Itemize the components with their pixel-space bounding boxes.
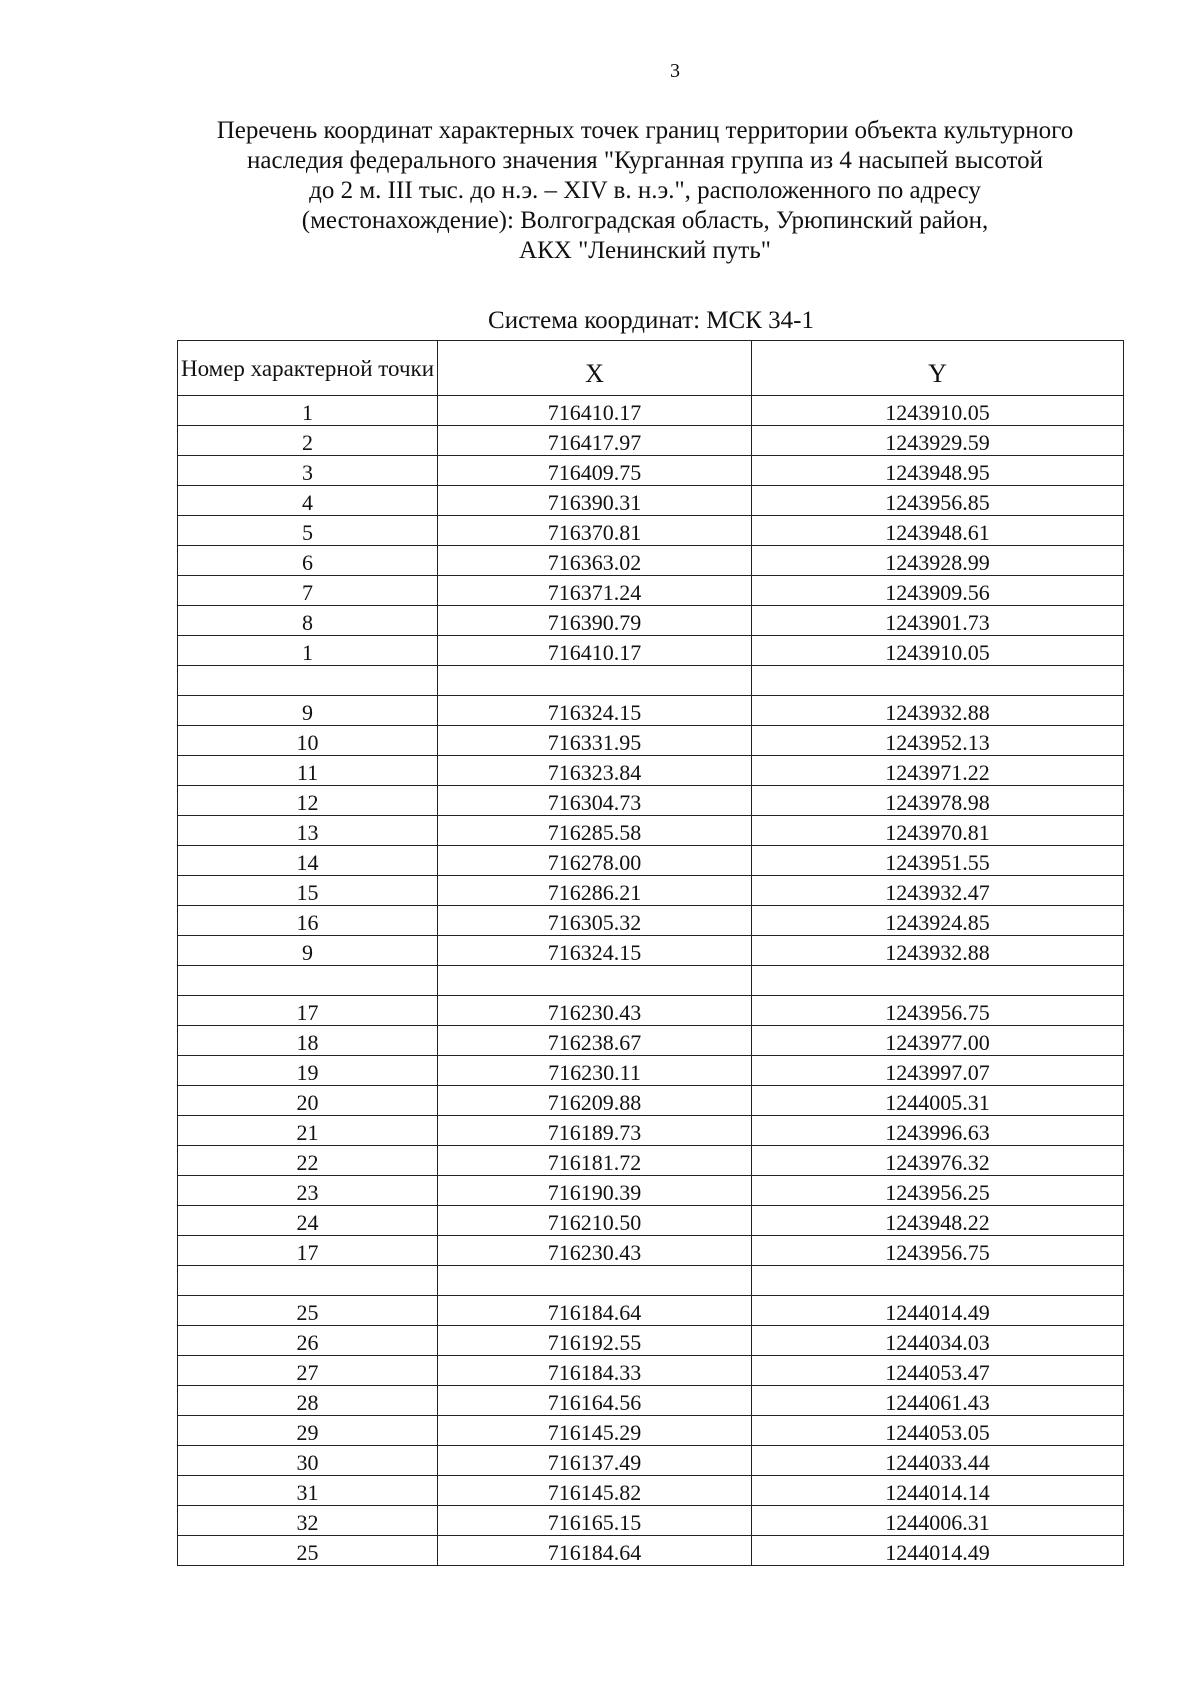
x-cell: 716304.73	[438, 786, 752, 816]
y-cell: 1243956.75	[752, 996, 1124, 1026]
table-row	[178, 786, 1124, 816]
table-row	[178, 636, 1124, 666]
y-cell: 1243901.73	[752, 606, 1124, 636]
y-cell: 1244014.14	[752, 1476, 1124, 1506]
point-number-cell: 9	[178, 936, 438, 966]
point-number-cell: 21	[178, 1116, 438, 1146]
x-cell: 716324.15	[438, 696, 752, 726]
x-cell: 716184.64	[438, 1536, 752, 1566]
page-number: 3	[670, 60, 680, 82]
header-x: X	[438, 341, 752, 396]
y-cell: 1243932.88	[752, 936, 1124, 966]
title-line: (местонахождение): Волгоградская область, Урюпинский район,	[301, 207, 989, 234]
y-cell: 1244005.31	[752, 1086, 1124, 1116]
point-number-cell: 8	[178, 606, 438, 636]
x-cell: 716145.29	[438, 1416, 752, 1446]
table-row	[178, 726, 1124, 756]
y-cell: 1244006.31	[752, 1506, 1124, 1536]
y-cell: 1244014.49	[752, 1536, 1124, 1566]
point-number-cell: 11	[178, 756, 438, 786]
table-row	[178, 936, 1124, 966]
x-cell: 716417.97	[438, 426, 752, 456]
header-point-number: Номер характерной точки	[178, 341, 438, 396]
table-row	[178, 1026, 1124, 1056]
table-row	[178, 876, 1124, 906]
table-row	[178, 666, 1124, 696]
table-row	[178, 486, 1124, 516]
y-cell: 1243971.22	[752, 756, 1124, 786]
x-cell: 716323.84	[438, 756, 752, 786]
x-cell: 716137.49	[438, 1446, 752, 1476]
point-number-cell: 2	[178, 426, 438, 456]
x-cell: 716181.72	[438, 1146, 752, 1176]
x-cell: 716192.55	[438, 1326, 752, 1356]
x-cell: 716390.31	[438, 486, 752, 516]
x-cell: 716184.64	[438, 1296, 752, 1326]
y-cell: 1243924.85	[752, 906, 1124, 936]
x-cell: 716184.33	[438, 1356, 752, 1386]
point-number-cell: 5	[178, 516, 438, 546]
table-row	[178, 1146, 1124, 1176]
x-cell: 716286.21	[438, 876, 752, 906]
x-cell: 716363.02	[438, 546, 752, 576]
y-cell: 1243956.75	[752, 1236, 1124, 1266]
point-number-cell: 27	[178, 1356, 438, 1386]
y-cell: 1244014.49	[752, 1296, 1124, 1326]
y-cell: 1243977.00	[752, 1026, 1124, 1056]
y-cell: 1243956.25	[752, 1176, 1124, 1206]
point-number-cell: 20	[178, 1086, 438, 1116]
y-cell: 1243929.59	[752, 426, 1124, 456]
x-cell: 716238.67	[438, 1026, 752, 1056]
table-row	[178, 1266, 1124, 1296]
x-cell: 716230.43	[438, 996, 752, 1026]
table-row	[178, 966, 1124, 996]
y-cell: 1244034.03	[752, 1326, 1124, 1356]
point-number-cell: 24	[178, 1206, 438, 1236]
title-line: АКХ "Ленинский путь"	[519, 237, 771, 264]
y-cell: 1244053.05	[752, 1416, 1124, 1446]
table-row	[178, 1326, 1124, 1356]
table-row	[178, 1116, 1124, 1146]
point-number-cell: 6	[178, 546, 438, 576]
table-row	[178, 456, 1124, 486]
point-number-cell: 31	[178, 1476, 438, 1506]
table-row	[178, 1296, 1124, 1326]
table-row	[178, 1476, 1124, 1506]
table-header-row	[178, 341, 1124, 396]
table-row	[178, 1386, 1124, 1416]
point-number-cell: 25	[178, 1536, 438, 1566]
table-body	[178, 396, 1124, 1566]
point-number-cell: 9	[178, 696, 438, 726]
table-row	[178, 1086, 1124, 1116]
table-row	[178, 1416, 1124, 1446]
table-row	[178, 996, 1124, 1026]
x-cell: 716371.24	[438, 576, 752, 606]
x-cell: 716410.17	[438, 396, 752, 426]
point-number-cell: 7	[178, 576, 438, 606]
point-number-cell: 12	[178, 786, 438, 816]
title-line: Перечень координат характерных точек границ территории объекта культурного	[216, 117, 1074, 144]
x-cell: 716278.00	[438, 846, 752, 876]
y-cell: 1243909.56	[752, 576, 1124, 606]
x-cell	[438, 666, 752, 696]
y-cell: 1243932.88	[752, 696, 1124, 726]
point-number-cell: 32	[178, 1506, 438, 1536]
table-row	[178, 1206, 1124, 1236]
table-row	[178, 1506, 1124, 1536]
y-cell: 1244061.43	[752, 1386, 1124, 1416]
table-row	[178, 426, 1124, 456]
coordinate-system-label: Система координат: МСК 34-1	[488, 307, 814, 334]
point-number-cell: 4	[178, 486, 438, 516]
point-number-cell: 28	[178, 1386, 438, 1416]
table-row	[178, 1536, 1124, 1566]
x-cell: 716410.17	[438, 636, 752, 666]
table-row	[178, 1356, 1124, 1386]
x-cell: 716210.50	[438, 1206, 752, 1236]
y-cell: 1243910.05	[752, 636, 1124, 666]
point-number-cell: 10	[178, 726, 438, 756]
table-row	[178, 696, 1124, 726]
point-number-cell: 3	[178, 456, 438, 486]
table-row	[178, 516, 1124, 546]
y-cell: 1243948.95	[752, 456, 1124, 486]
table-row	[178, 1236, 1124, 1266]
y-cell: 1243997.07	[752, 1056, 1124, 1086]
table-row	[178, 1176, 1124, 1206]
point-number-cell: 22	[178, 1146, 438, 1176]
point-number-cell: 30	[178, 1446, 438, 1476]
point-number-cell: 14	[178, 846, 438, 876]
point-number-cell: 13	[178, 816, 438, 846]
point-number-cell	[178, 966, 438, 996]
table-row	[178, 576, 1124, 606]
table-row	[178, 546, 1124, 576]
point-number-cell: 1	[178, 636, 438, 666]
x-cell: 716324.15	[438, 936, 752, 966]
table-row	[178, 816, 1124, 846]
point-number-cell: 19	[178, 1056, 438, 1086]
x-cell: 716145.82	[438, 1476, 752, 1506]
x-cell: 716370.81	[438, 516, 752, 546]
point-number-cell	[178, 666, 438, 696]
x-cell: 716285.58	[438, 816, 752, 846]
x-cell: 716189.73	[438, 1116, 752, 1146]
y-cell: 1243948.22	[752, 1206, 1124, 1236]
x-cell: 716165.15	[438, 1506, 752, 1536]
x-cell: 716230.11	[438, 1056, 752, 1086]
y-cell: 1244033.44	[752, 1446, 1124, 1476]
y-cell: 1243932.47	[752, 876, 1124, 906]
header-y: Y	[752, 341, 1124, 396]
x-cell: 716390.79	[438, 606, 752, 636]
x-cell: 716209.88	[438, 1086, 752, 1116]
y-cell: 1244053.47	[752, 1356, 1124, 1386]
x-cell: 716164.56	[438, 1386, 752, 1416]
x-cell: 716409.75	[438, 456, 752, 486]
title-line: наследия федерального значения "Курганная группа из 4 насыпей высотой	[247, 147, 1043, 174]
y-cell: 1243976.32	[752, 1146, 1124, 1176]
point-number-cell: 23	[178, 1176, 438, 1206]
point-number-cell: 29	[178, 1416, 438, 1446]
point-number-cell	[178, 1266, 438, 1296]
y-cell: 1243996.63	[752, 1116, 1124, 1146]
point-number-cell: 16	[178, 906, 438, 936]
table-row	[178, 1446, 1124, 1476]
point-number-cell: 18	[178, 1026, 438, 1056]
x-cell	[438, 966, 752, 996]
table-row	[178, 846, 1124, 876]
y-cell: 1243952.13	[752, 726, 1124, 756]
x-cell: 716230.43	[438, 1236, 752, 1266]
point-number-cell: 15	[178, 876, 438, 906]
point-number-cell: 17	[178, 1236, 438, 1266]
document-title	[170, 116, 1120, 266]
y-cell: 1243951.55	[752, 846, 1124, 876]
table-row	[178, 1056, 1124, 1086]
point-number-cell: 17	[178, 996, 438, 1026]
y-cell: 1243948.61	[752, 516, 1124, 546]
point-number-cell: 26	[178, 1326, 438, 1356]
x-cell: 716305.32	[438, 906, 752, 936]
y-cell: 1243978.98	[752, 786, 1124, 816]
y-cell	[752, 966, 1124, 996]
title-line: до 2 м. III тыс. до н.э. – XIV в. н.э.", расположенного по адресу	[309, 177, 981, 204]
point-number-cell: 1	[178, 396, 438, 426]
table-row	[178, 906, 1124, 936]
y-cell	[752, 1266, 1124, 1296]
point-number-cell: 25	[178, 1296, 438, 1326]
y-cell	[752, 666, 1124, 696]
coordinates-table	[177, 340, 1124, 1566]
y-cell: 1243970.81	[752, 816, 1124, 846]
x-cell: 716190.39	[438, 1176, 752, 1206]
x-cell: 716331.95	[438, 726, 752, 756]
table-row	[178, 396, 1124, 426]
table-row	[178, 756, 1124, 786]
y-cell: 1243928.99	[752, 546, 1124, 576]
y-cell: 1243956.85	[752, 486, 1124, 516]
y-cell: 1243910.05	[752, 396, 1124, 426]
x-cell	[438, 1266, 752, 1296]
table-row	[178, 606, 1124, 636]
